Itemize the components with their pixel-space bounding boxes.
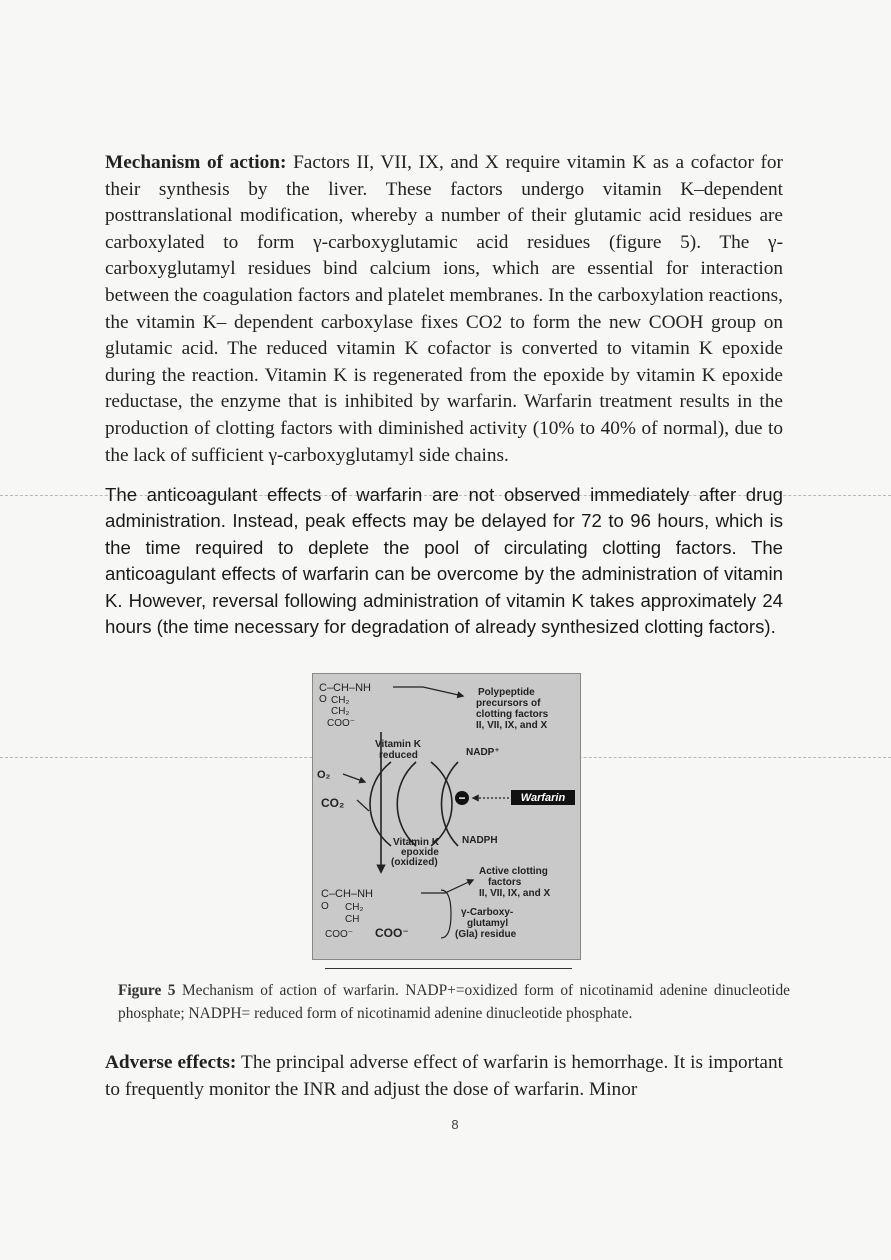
- vitamin-k-epoxide-line-2: epoxide: [401, 847, 439, 858]
- vitamin-k-reduced-line-1: Vitamin K: [375, 739, 421, 750]
- warfarin-label: Warfarin: [520, 792, 566, 804]
- vitamin-k-reduced-line-2: reduced: [379, 750, 418, 761]
- adverse-effects-paragraph: [105, 1050, 783, 1103]
- gla-line-2: glutamyl: [467, 918, 509, 929]
- polypeptide-arrow: [393, 687, 463, 696]
- bottom-oxygen-label: O: [321, 901, 329, 912]
- oxygen-label: O₂: [317, 769, 331, 781]
- vitamin-k-epoxide-line-1: Vitamin K: [393, 837, 439, 848]
- inhibition-sign: −: [458, 791, 466, 805]
- nadp-plus-label: NADP⁺: [466, 747, 500, 758]
- cycle-arc-center: [397, 762, 416, 846]
- vitamin-k-epoxide-line-3: (oxidized): [391, 857, 438, 868]
- active-factors-line-2: factors: [488, 877, 522, 888]
- caption-text: Mechanism of action of warfarin. NADP+=oxidized form of nicotinamid adenine dinucleotide phosphate; NADPH= reduced form of nicotinamid adenine dinucleotide phosphate.: [118, 982, 791, 1022]
- coo-right-label: COO⁻: [375, 926, 409, 940]
- polypeptide-line-4: II, VII, IX, and X: [476, 720, 548, 731]
- polypeptide-line-3: clotting factors: [476, 709, 549, 720]
- nadph-label: NADPH: [462, 835, 498, 846]
- mechanism-text: Factors II, VII, IX, and X require vitamin K as a cofactor for their synthesis by the liver. These factors undergo vitamin K–dependent posttranslational modification, whereby a number of their glutamic acid residues are carboxylated to form γ-carboxyglutamic acid residues (figure 5). The γ-carboxyglutamyl residues bind calcium ions, which are essential for interaction between the coagulation factors and platelet membranes. In the carboxylation reactions, the vitamin K– dependent carboxylase fixes CO2 to form the new COOH group on glutamic acid. The reduced vitamin K cofactor is converted to vitamin K epoxide during the reaction. Vitamin K is regenerated from the epoxide by vitamin K epoxide reductase, the enzyme that is inhibited by warfarin. Warfarin treatment results in the production of clotting factors with diminished activity (10% to 40% of normal), due to the lack of sufficient γ-carboxyglutamyl side chains.: [105, 152, 783, 466]
- active-factors-line-3: II, VII, IX, and X: [479, 888, 551, 899]
- bottom-chain-label: C–CH–NH: [321, 888, 373, 900]
- bottom-ch2-label: CH₂: [345, 902, 364, 913]
- oxygen-arrow: [343, 774, 365, 782]
- gla-brace: [441, 890, 451, 938]
- top-ch2-b-label: CH₂: [331, 706, 350, 717]
- adverse-effects-text: The principal adverse effect of warfarin is hemorrhage. It is important to frequently monitor the INR and adjust the dose of warfarin. Minor: [105, 1052, 783, 1100]
- active-factors-line-1: Active clotting: [479, 866, 548, 877]
- adverse-effects-heading: Adverse effects:: [105, 1052, 237, 1073]
- warfarin-mechanism-figure: [312, 673, 581, 960]
- cycle-arc-inner: [442, 762, 459, 846]
- coo-left-label: COO⁻: [325, 929, 354, 940]
- polypeptide-line-1: Polypeptide: [478, 687, 535, 698]
- mechanism-heading: Mechanism of action:: [105, 152, 287, 173]
- top-ch2-a-label: CH₂: [331, 695, 350, 706]
- top-coo-label: COO⁻: [327, 718, 356, 729]
- caption-label: Figure 5: [118, 982, 176, 999]
- active-factors-arrow: [421, 880, 473, 893]
- figure-caption: [118, 980, 790, 1025]
- carbon-dioxide-label: CO₂: [321, 796, 345, 810]
- page-number: 8: [451, 1117, 459, 1132]
- bottom-ch-label: CH: [345, 914, 360, 925]
- polypeptide-line-2: precursors of: [476, 698, 541, 709]
- gla-line-1: γ-Carboxy-: [461, 907, 514, 918]
- co2-arrow: [357, 800, 369, 811]
- anticoagulant-paragraph: The anticoagulant effects of warfarin are not observed immediately after drug administration. Instead, peak effects may be delayed for 72 to 96 hours, which is the time required to deplete the pool of circulating clotting factors. The anticoagulant effects of warfarin can be overcome by the administration of vitamin K. However, reversal following administration of vitamin K takes approximately 24 hours (the time necessary for degradation of already synthesized clotting factors).: [105, 484, 783, 638]
- figure-rule: [325, 968, 572, 969]
- gla-line-3: (Gla) residue: [455, 929, 517, 940]
- top-oxygen-label: O: [319, 694, 327, 705]
- figure-diagram: [313, 674, 580, 959]
- mechanism-paragraph: [105, 150, 783, 469]
- top-chain-label: C–CH–NH: [319, 682, 371, 694]
